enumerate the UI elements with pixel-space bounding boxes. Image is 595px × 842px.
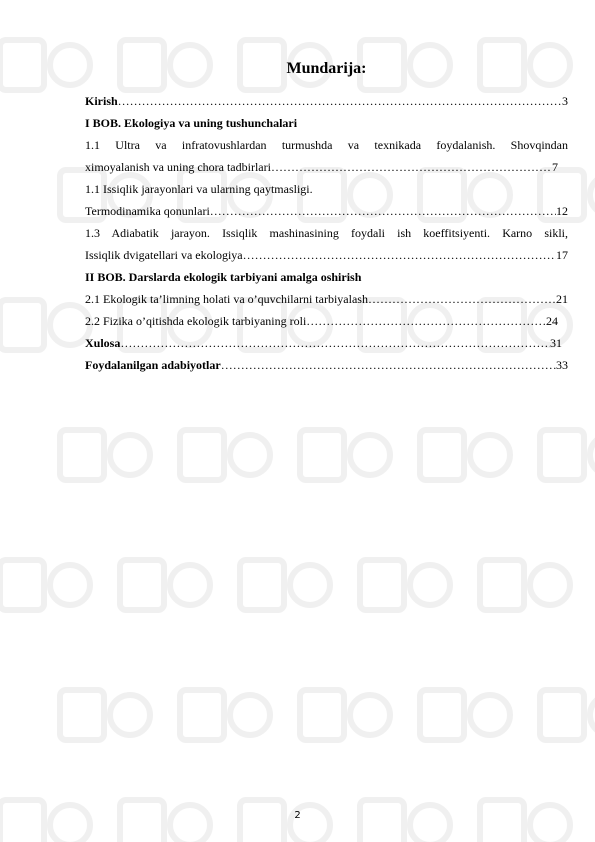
- toc-page-number: 21: [556, 292, 568, 306]
- toc-chapter-1[interactable]: I BOB. Ekologiya va uning tushunchalari: [85, 116, 298, 130]
- toc-page-number: 33: [556, 358, 568, 372]
- toc-leader-dots: [368, 288, 556, 310]
- watermark-tile-icon: [60, 430, 150, 480]
- watermark-tile-icon: [480, 800, 570, 842]
- toc-leader-dots: [221, 354, 556, 376]
- watermark-tile-icon: [0, 40, 90, 90]
- toc-entry-1-3-line1[interactable]: 1.3 Adiabatik jarayon. Issiqlik mashinasining foydali ish koeffitsiyenti. Karno sikli,: [85, 226, 568, 240]
- watermark-tile-icon: [540, 430, 595, 480]
- watermark-tile-icon: [0, 800, 90, 842]
- toc-leader-dots: [120, 332, 550, 354]
- table-of-contents: [85, 58, 568, 376]
- watermark-tile-icon: [540, 690, 595, 740]
- toc-entry-label: Xulosa: [85, 336, 121, 350]
- toc-entry-2-2[interactable]: [85, 310, 568, 332]
- watermark-tile-icon: [480, 560, 570, 610]
- toc-entry-label: Foydalanilgan adabiyotlar: [85, 358, 221, 372]
- toc-page-number: 17: [556, 248, 568, 262]
- watermark-tile-icon: [120, 560, 210, 610]
- toc-entry-1-3-line2[interactable]: [85, 244, 568, 266]
- watermark-tile-icon: [300, 690, 390, 740]
- toc-page-number: 24: [546, 314, 558, 328]
- toc-leader-dots: [118, 90, 562, 112]
- toc-entry-conclusion[interactable]: [85, 332, 568, 354]
- toc-entry-1-1-line1[interactable]: 1.1 Ultra va infratovushlardan turmushda va texnikada foydalanish. Shovqindan: [85, 138, 568, 152]
- toc-entry-label: ximoyalanish va uning chora tadbirlari: [85, 160, 271, 174]
- toc-leader-dots: [243, 244, 556, 266]
- toc-entry-1-1b-line1[interactable]: 1.1 Issiqlik jarayonlari va ularning qaytmasligi.: [85, 182, 313, 196]
- watermark-tile-icon: [240, 800, 330, 842]
- toc-leader-dots: [306, 310, 546, 332]
- toc-entry-references[interactable]: [85, 354, 568, 376]
- toc-entry-intro[interactable]: [85, 90, 568, 112]
- watermark-tile-icon: [360, 560, 450, 610]
- toc-entry-label: Termodinamika qonunlari: [85, 204, 210, 218]
- watermark-tile-icon: [300, 430, 390, 480]
- toc-entry-1-1b-line2[interactable]: [85, 200, 568, 222]
- watermark-tile-icon: [420, 690, 510, 740]
- watermark-tile-icon: [0, 560, 90, 610]
- watermark-tile-icon: [0, 300, 90, 350]
- watermark-tile-icon: [360, 800, 450, 842]
- page-number: 2: [294, 810, 301, 821]
- toc-page-number: 12: [556, 204, 568, 218]
- toc-leader-dots: [210, 200, 556, 222]
- toc-entry-label: Kirish: [85, 94, 118, 108]
- toc-chapter-2[interactable]: II BOB. Darslarda ekologik tarbiyani amalga oshirish: [85, 270, 362, 284]
- toc-page-number: 31: [550, 336, 562, 350]
- watermark-tile-icon: [180, 690, 270, 740]
- page-title: Mundarija:: [286, 60, 367, 77]
- toc-entry-1-1-line2[interactable]: [85, 156, 568, 178]
- toc-entry-label: 2.2 Fizika o’qitishda ekologik tarbiyaning roli: [85, 314, 307, 328]
- watermark-tile-icon: [180, 430, 270, 480]
- toc-page-number: 7: [552, 160, 558, 174]
- toc-entry-label: 2.1 Ekologik ta’limning holati va o’quvchilarni tarbiyalash: [85, 292, 368, 306]
- toc-leader-dots: [271, 156, 552, 178]
- watermark-tile-icon: [120, 800, 210, 842]
- watermark-tile-icon: [60, 690, 150, 740]
- watermark-tile-icon: [420, 430, 510, 480]
- toc-entry-2-1[interactable]: [85, 288, 568, 310]
- toc-entry-label: Issiqlik dvigatellari va ekologiya: [85, 248, 243, 262]
- watermark-tile-icon: [240, 560, 330, 610]
- toc-page-number: 3: [562, 94, 568, 108]
